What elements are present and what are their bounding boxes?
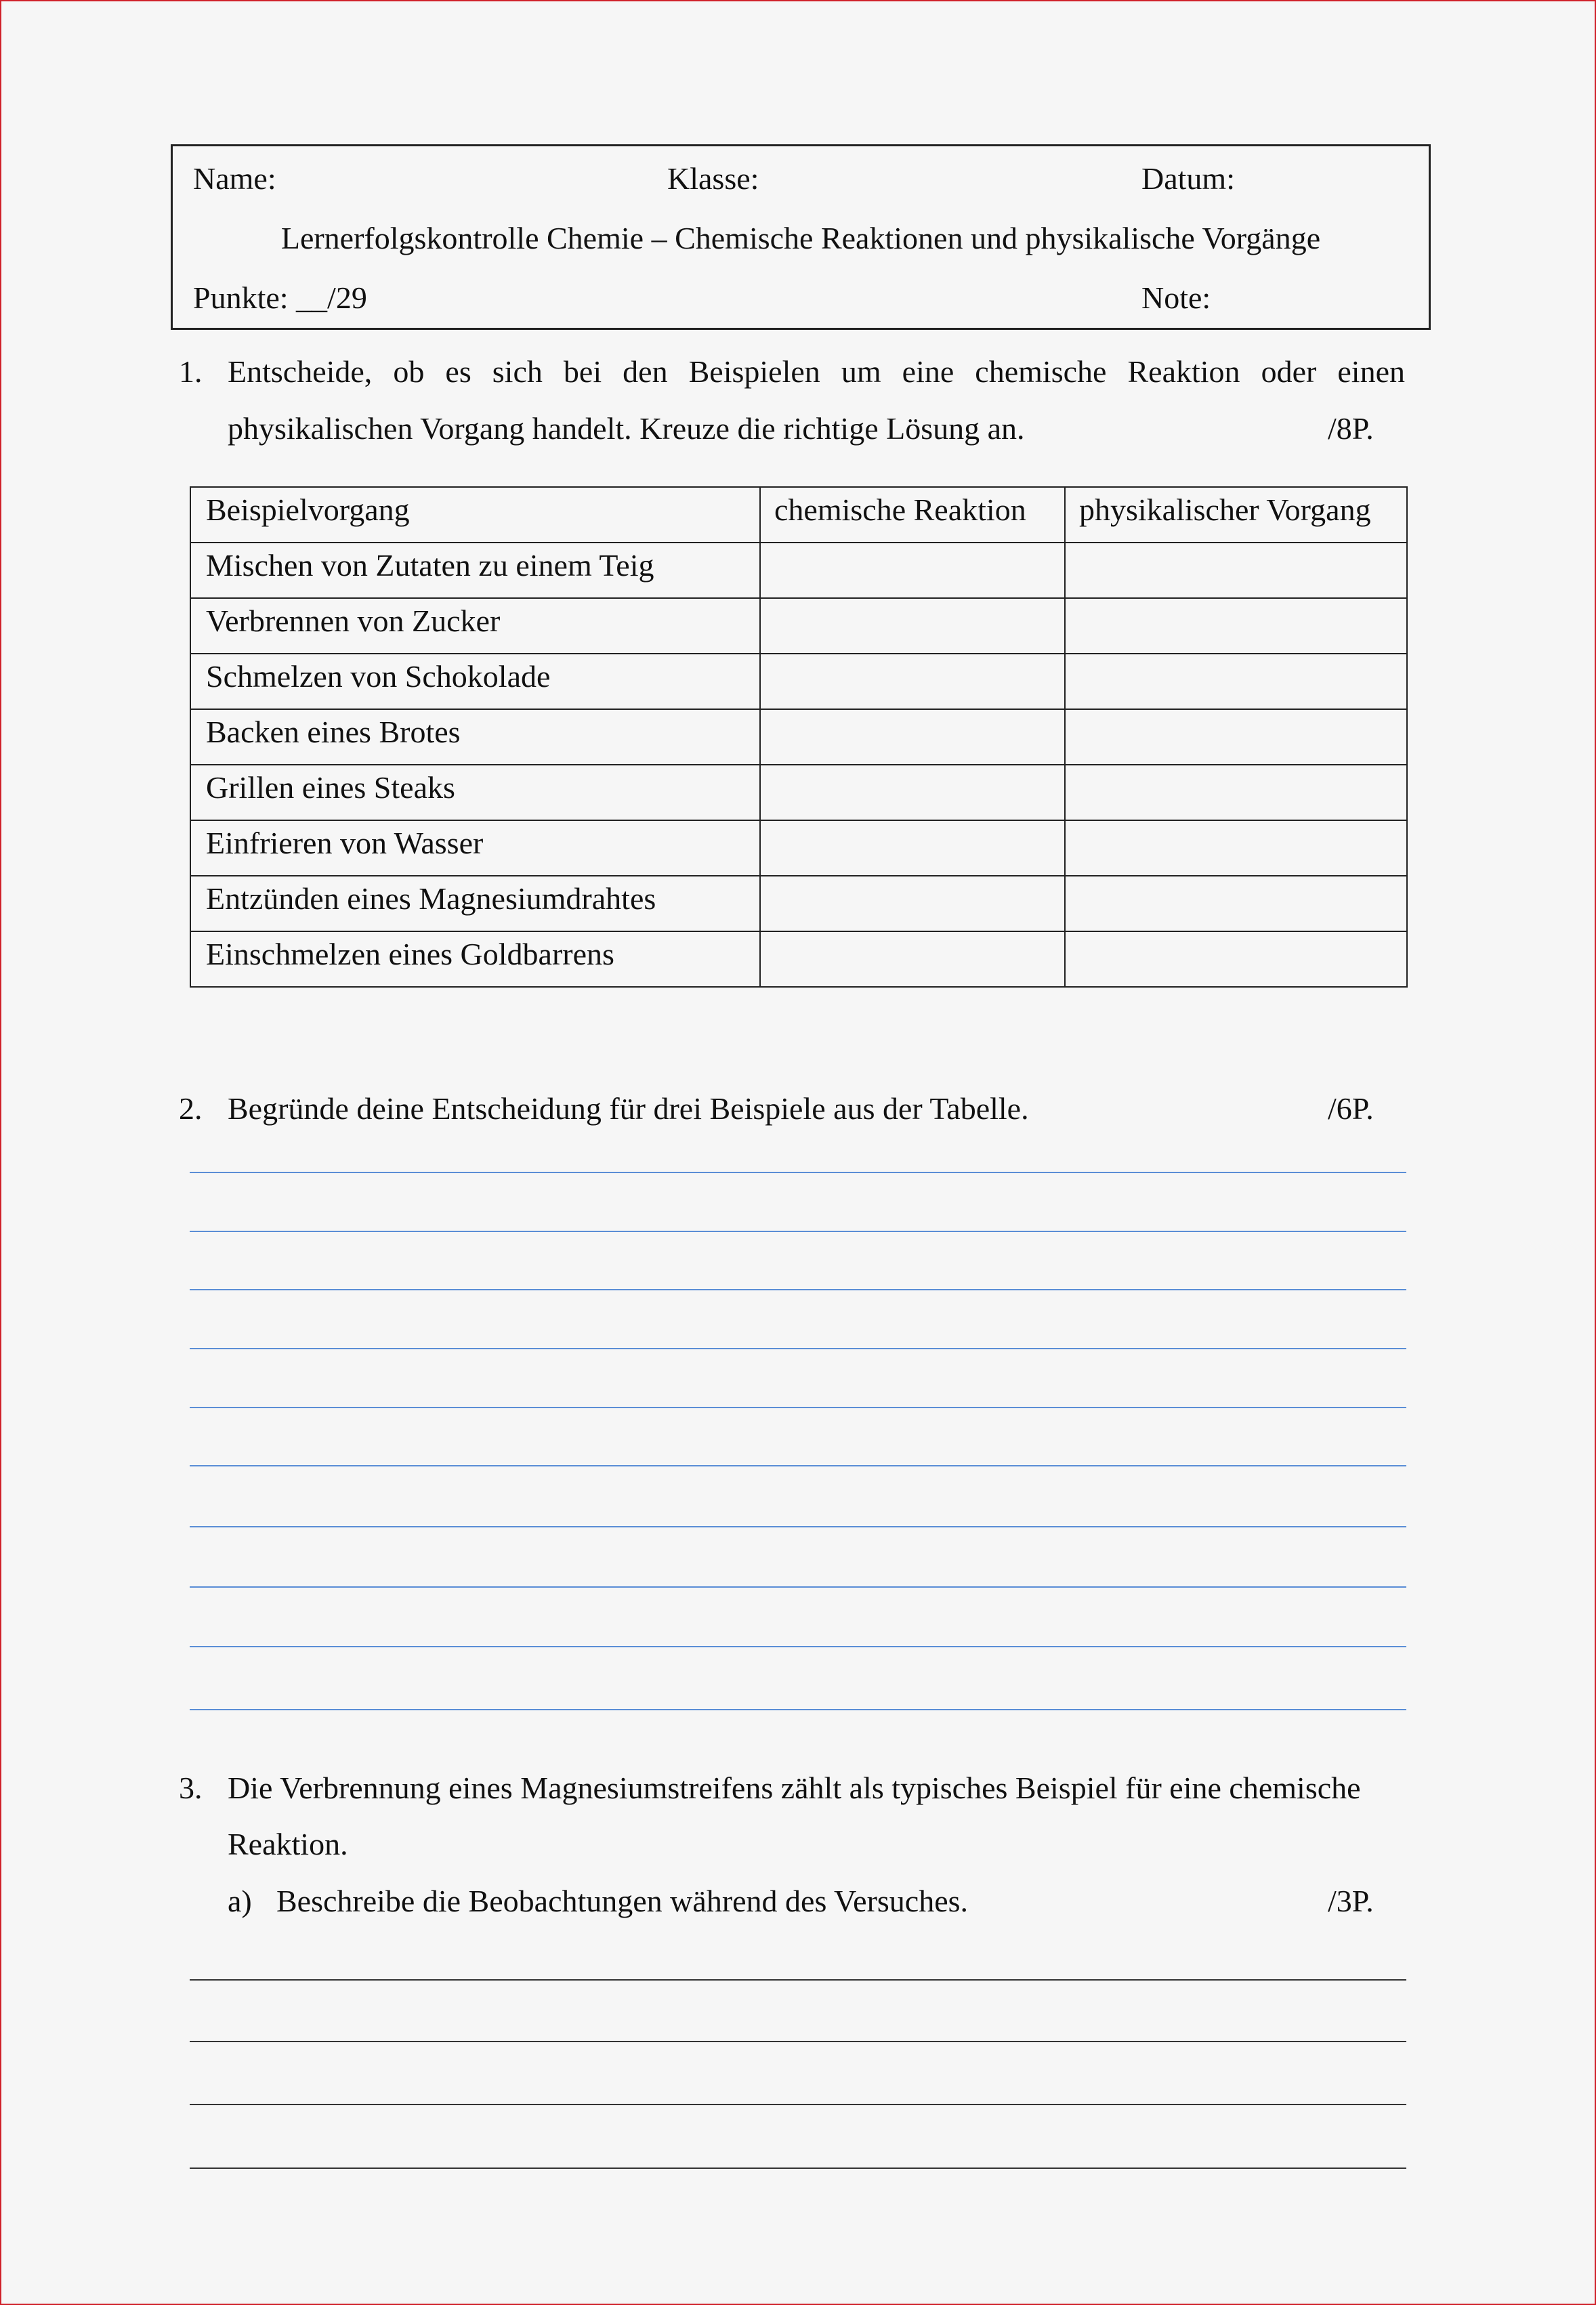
note-label: Note: — [1141, 280, 1211, 315]
table-row — [190, 543, 1407, 598]
writing-line[interactable] — [190, 1646, 1406, 1647]
example-cell: Schmelzen von Schokolade — [190, 654, 760, 709]
example-cell: Grillen eines Steaks — [190, 765, 760, 820]
task2-text: Begründe deine Entscheidung für drei Beispiele aus der Tabelle. — [228, 1091, 1029, 1126]
chemical-answer-cell[interactable] — [760, 709, 1065, 765]
table-row — [190, 820, 1407, 876]
physical-answer-cell[interactable] — [1065, 598, 1407, 654]
writing-line[interactable] — [190, 1709, 1406, 1710]
physical-answer-cell[interactable] — [1065, 931, 1407, 987]
writing-line[interactable] — [190, 1289, 1406, 1290]
task3-text-line1: Die Verbrennung eines Magnesiumstreifens zählt als typisches Beispiel für eine chemische — [228, 1771, 1361, 1805]
chemical-answer-cell[interactable] — [760, 598, 1065, 654]
physical-answer-cell[interactable] — [1065, 709, 1407, 765]
page-title: Lernerfolgskontrolle Chemie – Chemische Reaktionen und physikalische Vorgänge — [280, 221, 1321, 255]
table-row — [190, 709, 1407, 765]
datum-label: Datum: — [1141, 161, 1235, 196]
classification-table — [190, 486, 1408, 988]
example-cell: Entzünden eines Magnesiumdrahtes — [190, 876, 760, 931]
chemical-answer-cell[interactable] — [760, 931, 1065, 987]
table-row — [190, 876, 1407, 931]
writing-line[interactable] — [190, 1172, 1406, 1173]
chemical-answer-cell[interactable] — [760, 543, 1065, 598]
writing-line[interactable] — [190, 1465, 1406, 1466]
punkte-label: Punkte: __/29 — [193, 280, 367, 315]
name-label: Name: — [193, 161, 276, 196]
example-cell: Verbrennen von Zucker — [190, 598, 760, 654]
klasse-label: Klasse: — [667, 161, 759, 196]
header-box — [171, 144, 1431, 330]
task2-points: /6P. — [1328, 1091, 1374, 1126]
task3-number: 3. — [179, 1771, 203, 1805]
table-row — [190, 598, 1407, 654]
writing-line[interactable] — [190, 1348, 1406, 1349]
column-header: chemische Reaktion — [760, 487, 1065, 543]
task3a-label: a) — [228, 1884, 252, 1918]
table-row — [190, 931, 1407, 987]
physical-answer-cell[interactable] — [1065, 876, 1407, 931]
task1-points: /8P. — [1328, 411, 1374, 446]
writing-line[interactable] — [190, 1231, 1406, 1232]
chemical-answer-cell[interactable] — [760, 765, 1065, 820]
table-header-row — [190, 487, 1407, 543]
task3-text-line2: Reaktion. — [228, 1827, 348, 1861]
task3a-text: Beschreibe die Beobachtungen während des Versuches. — [276, 1884, 969, 1918]
column-header: physikalischer Vorgang — [1065, 487, 1407, 543]
task1-number: 1. — [179, 354, 203, 389]
physical-answer-cell[interactable] — [1065, 543, 1407, 598]
answer-line[interactable] — [190, 2104, 1406, 2105]
table-row — [190, 654, 1407, 709]
chemical-answer-cell[interactable] — [760, 654, 1065, 709]
answer-line[interactable] — [190, 2167, 1406, 2169]
task3a-points: /3P. — [1328, 1884, 1374, 1918]
task1-text-line2: physikalischen Vorgang handelt. Kreuze die richtige Lösung an. — [228, 411, 1025, 446]
example-cell: Einfrieren von Wasser — [190, 820, 760, 876]
chemical-answer-cell[interactable] — [760, 876, 1065, 931]
physical-answer-cell[interactable] — [1065, 820, 1407, 876]
column-header: Beispielvorgang — [190, 487, 760, 543]
answer-line[interactable] — [190, 2041, 1406, 2042]
example-cell: Mischen von Zutaten zu einem Teig — [190, 543, 760, 598]
writing-line[interactable] — [190, 1526, 1406, 1527]
task2-number: 2. — [179, 1091, 203, 1126]
task1-text-line1: Entscheide, ob es sich bei den Beispielen um eine chemische Reaktion oder einen — [228, 354, 1405, 389]
example-cell: Backen eines Brotes — [190, 709, 760, 765]
example-cell: Einschmelzen eines Goldbarrens — [190, 931, 760, 987]
writing-line[interactable] — [190, 1407, 1406, 1408]
chemical-answer-cell[interactable] — [760, 820, 1065, 876]
answer-line[interactable] — [190, 1979, 1406, 1981]
table-row — [190, 765, 1407, 820]
physical-answer-cell[interactable] — [1065, 654, 1407, 709]
writing-line[interactable] — [190, 1586, 1406, 1588]
physical-answer-cell[interactable] — [1065, 765, 1407, 820]
